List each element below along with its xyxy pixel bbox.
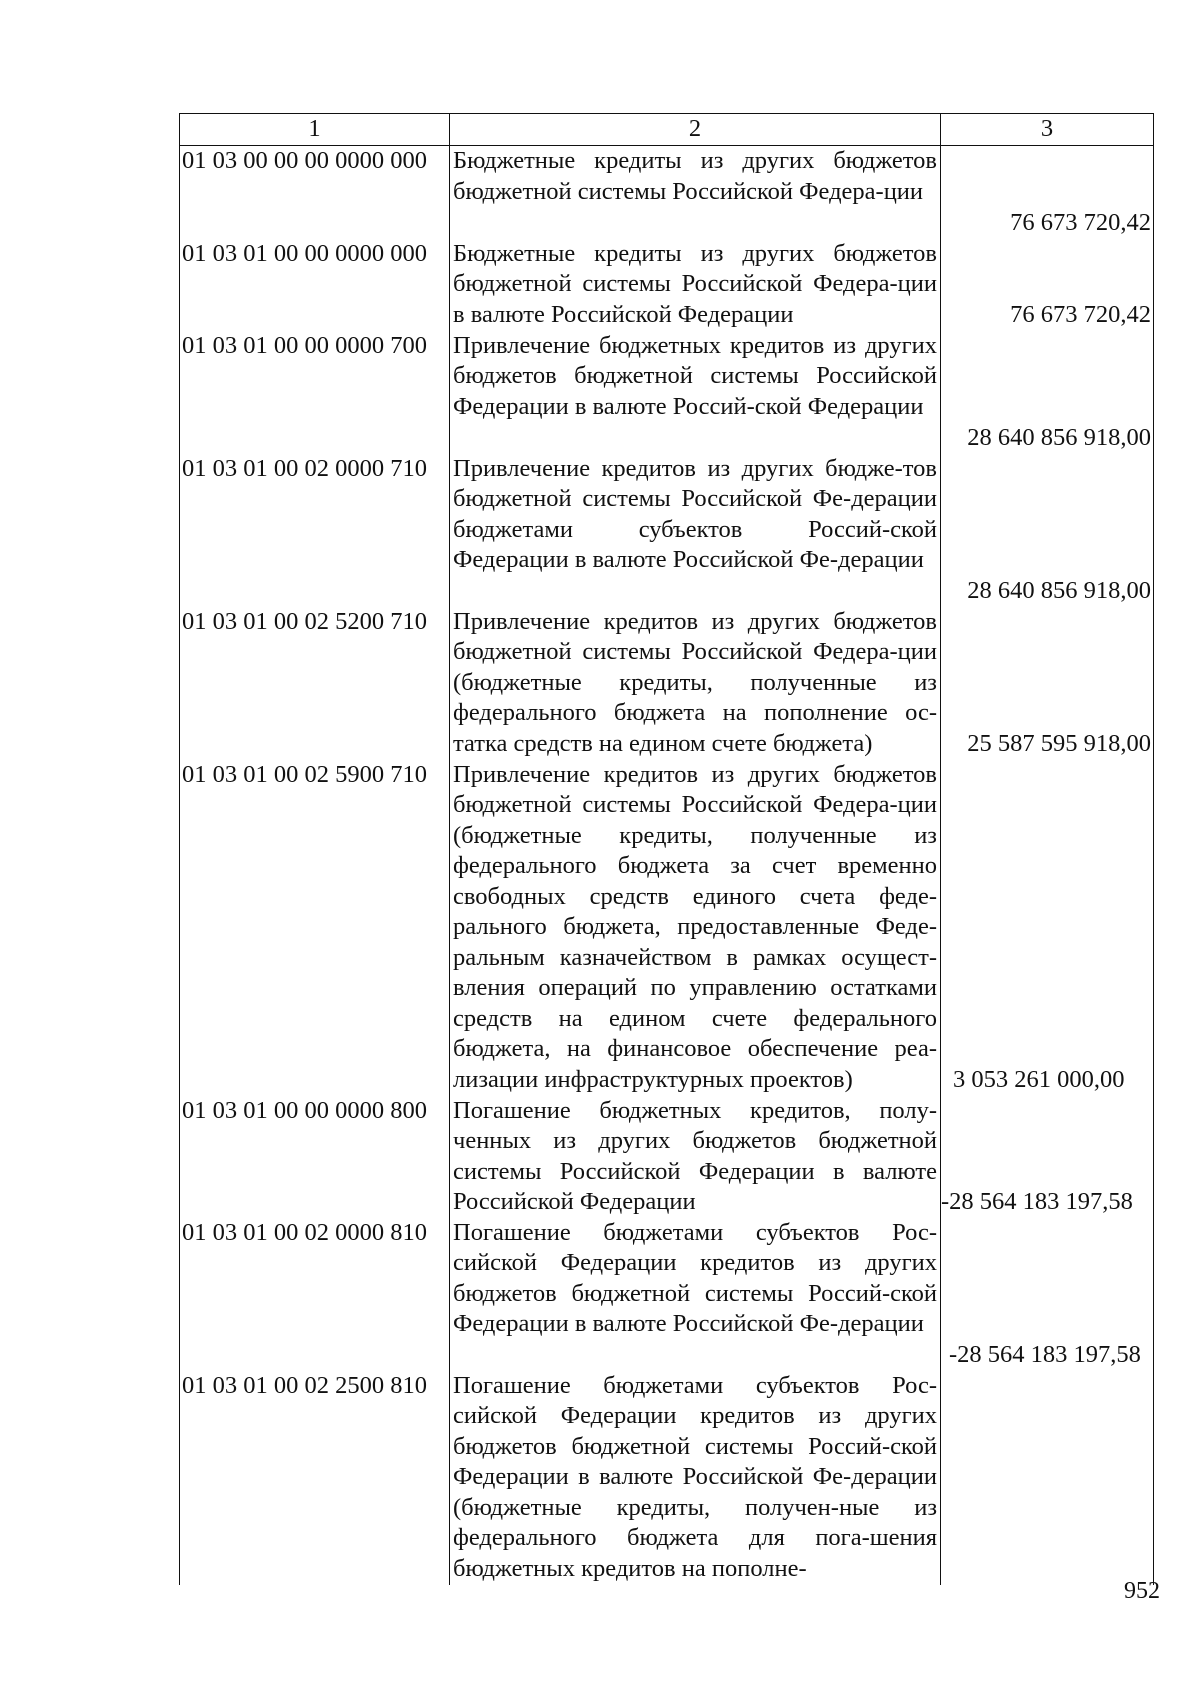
table-row: [180, 1371, 1154, 1585]
table-row: [180, 1218, 1154, 1371]
item-description: Привлечение кредитов из других бюдже-тов бюджетной системы Российской Фе-дерации бюджетами субъектов Россий-ской Федерации в валюте Российской Фе-дерации: [450, 454, 941, 607]
budget-code: 01 03 01 00 02 5900 710: [180, 760, 450, 1096]
table-row: [180, 607, 1154, 760]
table-row: [180, 239, 1154, 331]
item-description: Привлечение кредитов из других бюджетов бюджетной системы Российской Федера-ции (бюджетные кредиты, полученные из федерального бюджета за счет временно свободных средств единого счета феде-рального бюджета, предоставленные Феде-ральным казначейством в рамках осущест-вления операций по управлению остатками средств на едином счете федерального бюджета, на финансовое обеспечение реа-лизации инфраструктурных проектов): [450, 760, 941, 1096]
item-description: Погашение бюджетных кредитов, полу-ченных из других бюджетов бюджетной системы Российской Федерации в валюте Российской Федерации: [450, 1096, 941, 1218]
page-number: 952: [1124, 1578, 1160, 1604]
item-amount: -28 564 183 197,58: [941, 1096, 1154, 1218]
budget-code: 01 03 01 00 00 0000 000: [180, 239, 450, 331]
budget-code: 01 03 01 00 02 0000 810: [180, 1218, 450, 1371]
item-amount: 28 640 856 918,00: [941, 454, 1154, 607]
table-row: [180, 1096, 1154, 1218]
budget-code: 01 03 01 00 02 5200 710: [180, 607, 450, 760]
item-description: Привлечение кредитов из других бюджетов бюджетной системы Российской Федера-ции (бюджетные кредиты, полученные из федерального бюджета на пополнение ос-татка средств на едином счете бюджета): [450, 607, 941, 760]
item-amount: 76 673 720,42: [941, 239, 1154, 331]
item-description: Погашение бюджетами субъектов Рос-сийской Федерации кредитов из других бюджетов бюджетной системы Россий-ской Федерации в валюте Российской Фе-дерации (бюджетные кредиты, получен-ные из федерального бюджета для пога-шения бюджетных кредитов на пополне-: [450, 1371, 941, 1585]
item-description: Привлечение бюджетных кредитов из других бюджетов бюджетной системы Российской Федерации в валюте Россий-ской Федерации: [450, 331, 941, 454]
item-description: Бюджетные кредиты из других бюджетов бюджетной системы Российской Федера-ции: [450, 146, 941, 239]
budget-code: 01 03 01 00 00 0000 800: [180, 1096, 450, 1218]
budget-code: 01 03 01 00 00 0000 700: [180, 331, 450, 454]
table-row: [180, 146, 1154, 239]
column-header: 2: [450, 114, 941, 146]
column-header: 3: [941, 114, 1154, 146]
item-amount: [941, 1371, 1154, 1585]
item-amount: 76 673 720,42: [941, 146, 1154, 239]
table-row: [180, 454, 1154, 607]
item-amount: -28 564 183 197,58: [941, 1218, 1154, 1371]
table-row: [180, 331, 1154, 454]
column-header: 1: [180, 114, 450, 146]
budget-code: 01 03 01 00 02 0000 710: [180, 454, 450, 607]
item-amount: 28 640 856 918,00: [941, 331, 1154, 454]
table-row: [180, 760, 1154, 1096]
item-amount: 3 053 261 000,00: [941, 760, 1154, 1096]
budget-table: [179, 113, 1154, 1585]
budget-code: 01 03 01 00 02 2500 810: [180, 1371, 450, 1585]
item-description: Бюджетные кредиты из других бюджетов бюджетной системы Российской Федера-ции в валюте Российской Федерации: [450, 239, 941, 331]
item-amount: 25 587 595 918,00: [941, 607, 1154, 760]
budget-code: 01 03 00 00 00 0000 000: [180, 146, 450, 239]
table-header-row: [180, 114, 1154, 146]
item-description: Погашение бюджетами субъектов Рос-сийской Федерации кредитов из других бюджетов бюджетной системы Россий-ской Федерации в валюте Российской Фе-дерации: [450, 1218, 941, 1371]
